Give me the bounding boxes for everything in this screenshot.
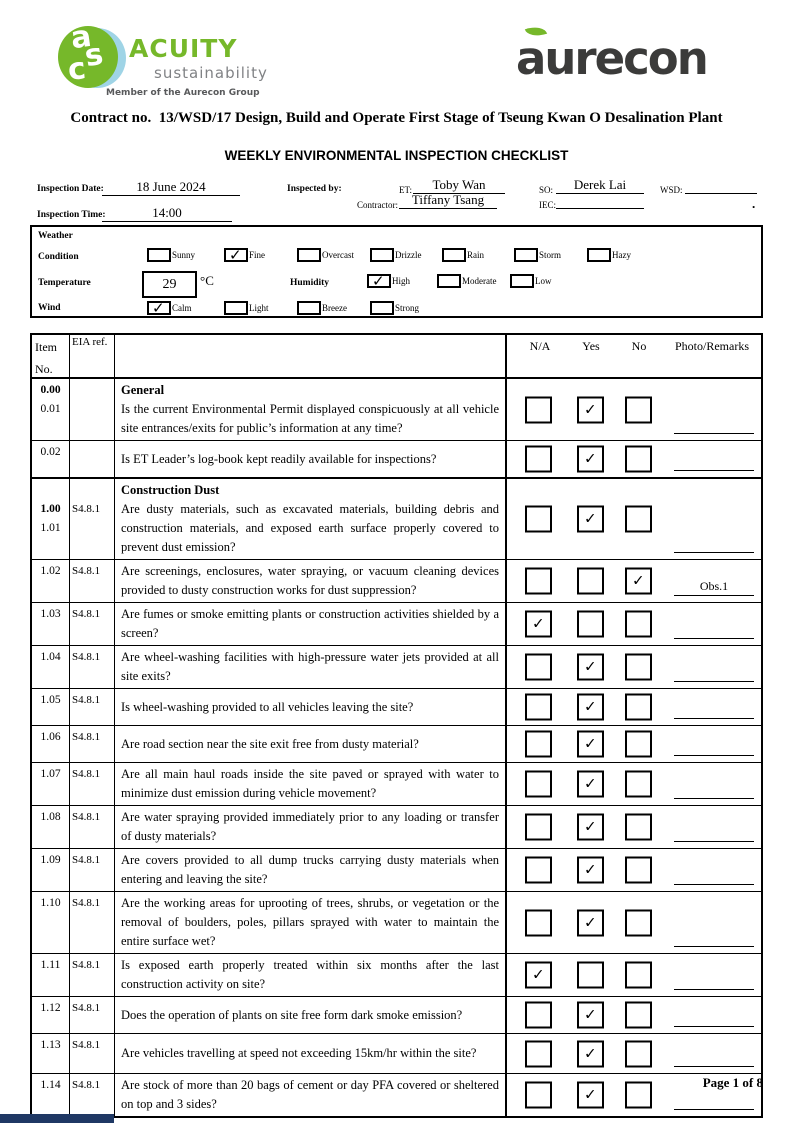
inspection-time-value: 14:00 [152, 205, 182, 220]
question-cell [115, 954, 507, 996]
question-cell [115, 646, 507, 688]
et-value: Toby Wan [432, 177, 486, 192]
answer-cell [507, 763, 761, 805]
na-checkbox[interactable] [525, 568, 552, 595]
item-no: 1.11 [32, 954, 70, 996]
inspected-by-label: Inspected by: [287, 184, 342, 194]
na-checkbox[interactable] [525, 771, 552, 798]
condition-option-drizzle [370, 248, 421, 262]
question-text: Are stock of more than 20 bags of cement or day PFA covered or sheltered on top and 3 sides? [121, 1078, 499, 1111]
option-label: Calm [172, 303, 192, 313]
question-cell [115, 1034, 507, 1073]
acuity-logo [58, 18, 308, 104]
acuity-logo-name: ACUITY [129, 34, 238, 63]
eia-ref: S4.8.1 [70, 849, 115, 891]
checkmark-icon: ✓ [584, 697, 597, 716]
condition-option-storm [514, 248, 561, 262]
sunny-checkbox[interactable] [147, 248, 171, 262]
yes-checkbox[interactable] [577, 771, 604, 798]
question-text: Are screenings, enclosures, water spraying, or vacuum cleaning devices provided to dusty construction works for dust suppression? [121, 564, 499, 597]
low-checkbox[interactable] [510, 274, 534, 288]
question-cell [115, 479, 507, 559]
yes-checkbox[interactable] [577, 857, 604, 884]
no-checkbox[interactable] [625, 611, 652, 638]
item-no: 1.10 [32, 892, 70, 953]
eia-ref: S4.8.1 [70, 646, 115, 688]
eia-ref: S4.8.1 [70, 479, 115, 559]
no-checkbox[interactable] [625, 568, 652, 595]
contractor-value: Tiffany Tsang [411, 192, 485, 207]
answer-cell [507, 892, 761, 953]
question-text: Are wheel-washing facilities with high-pressure water jets provided at all site exits? [121, 650, 499, 683]
yes-header: Yes [582, 339, 600, 353]
eia-ref: S4.8.1 [70, 892, 115, 953]
et-label: ET: [399, 185, 413, 195]
option-label: Breeze [322, 303, 347, 313]
section-title: Construction Dust [121, 483, 220, 497]
acuity-monogram-icon: a s c [66, 18, 106, 88]
eia-ref: S4.8.1 [70, 763, 115, 805]
section-title: General [121, 383, 165, 397]
item-no: 1.04 [32, 646, 70, 688]
question-cell [115, 997, 507, 1033]
answer-cell [507, 603, 761, 645]
wind-option-calm [147, 301, 192, 315]
hazy-checkbox[interactable] [587, 248, 611, 262]
eia-ref: S4.8.1 [70, 1074, 115, 1116]
checklist-row-1.08 [32, 805, 761, 848]
yes-checkbox[interactable] [577, 568, 604, 595]
temperature-label: Temperature [38, 278, 91, 288]
na-checkbox[interactable] [525, 654, 552, 681]
inspection-date-value: 18 June 2024 [136, 179, 206, 194]
na-checkbox[interactable] [525, 857, 552, 884]
no-checkbox[interactable] [625, 506, 652, 533]
yes-checkbox[interactable] [577, 506, 604, 533]
checklist-row-1.10 [32, 891, 761, 953]
condition-option-hazy [587, 248, 631, 262]
na-checkbox[interactable] [525, 909, 552, 936]
checklist-row-0.01 [32, 379, 761, 440]
remarks-field[interactable] [674, 665, 754, 682]
checklist-row-1.12 [32, 996, 761, 1033]
checkmark-icon: ✓ [372, 272, 385, 290]
checkmark-icon: ✓ [229, 246, 242, 264]
na-checkbox[interactable] [525, 814, 552, 841]
item-no: 1.06 [32, 726, 70, 762]
yes-checkbox[interactable] [577, 1082, 604, 1109]
bottom-navy-bar [0, 1114, 114, 1123]
eia-ref: S4.8.1 [70, 726, 115, 762]
option-label: Rain [467, 250, 484, 260]
question-cell [115, 849, 507, 891]
remarks-field[interactable] [674, 417, 754, 434]
iec-field[interactable] [556, 189, 644, 209]
option-label: Storm [539, 250, 562, 260]
humidity-label: Humidity [290, 278, 330, 288]
option-label: Low [535, 276, 552, 286]
na-checkbox[interactable] [525, 396, 552, 423]
stray-period: . [752, 196, 756, 211]
question-text: Are vehicles travelling at speed not exceeding 15km/hr within the site? [121, 1046, 477, 1060]
checkmark-icon: ✓ [152, 299, 165, 317]
temperature-unit: °C [200, 273, 214, 288]
checklist-table [30, 333, 763, 1118]
checklist-body [32, 379, 761, 1116]
no-checkbox[interactable] [625, 1002, 652, 1029]
contractor-label: Contractor: [357, 200, 398, 210]
wsd-label: WSD: [660, 185, 683, 195]
checklist-row-1.04 [32, 645, 761, 688]
answer-cell [507, 1034, 761, 1073]
eia-ref-header: EIA ref. [70, 335, 115, 377]
option-label: Drizzle [395, 250, 422, 260]
remarks-field[interactable] [674, 973, 754, 990]
yes-checkbox[interactable] [577, 1040, 604, 1067]
weather-title: Weather [38, 231, 73, 241]
question-header [115, 335, 507, 377]
question-text: Are all main haul roads inside the site paved or sprayed with water to minimize dust emission during vehicle movement? [121, 767, 499, 800]
aurecon-logo-name: aurecon [516, 32, 707, 85]
no-checkbox[interactable] [625, 962, 652, 989]
wind-label: Wind [38, 303, 61, 313]
remarks-field[interactable] [674, 739, 754, 756]
high-checkbox[interactable] [367, 274, 391, 288]
rain-checkbox[interactable] [442, 248, 466, 262]
checkmark-icon: ✓ [584, 734, 597, 753]
na-checkbox[interactable] [525, 731, 552, 758]
contract-title: Contract no. 13/WSD/17 Design, Build and Operate First Stage of Tseung Kwan O Desalination Plant [70, 110, 723, 126]
remarks-field[interactable] [674, 1093, 754, 1110]
answer-cell [507, 849, 761, 891]
no-checkbox[interactable] [625, 1082, 652, 1109]
option-label: Light [249, 303, 269, 313]
remarks-field[interactable]: Obs.1 [674, 579, 754, 596]
checklist-row-1.11 [32, 953, 761, 996]
na-checkbox[interactable] [525, 1040, 552, 1067]
question-cell [115, 603, 507, 645]
question-text: Is wheel-washing provided to all vehicles leaving the site? [121, 699, 414, 714]
remarks-header: Photo/Remarks [675, 339, 749, 353]
question-text: Are covers provided to all dump trucks carrying dusty materials when entering and leaving the site? [121, 853, 499, 886]
yes-checkbox[interactable] [577, 1002, 604, 1029]
item-no: 1.03 [32, 603, 70, 645]
checkmark-icon: ✓ [584, 817, 597, 836]
eia-ref: S4.8.1 [70, 1034, 115, 1073]
question-text: Is ET Leader’s log-book kept readily available for inspections? [121, 451, 437, 466]
wind-option-strong [370, 301, 419, 315]
no-checkbox[interactable] [625, 694, 652, 721]
question-text: Does the operation of plants on site free form dark smoke emission? [121, 1007, 463, 1022]
question-cell [115, 763, 507, 805]
inspection-time-field[interactable] [102, 202, 232, 222]
no-header: No [631, 339, 647, 353]
remarks-field[interactable] [674, 930, 754, 947]
answer-cell [507, 806, 761, 848]
condition-option-rain [442, 248, 484, 262]
eia-ref: S4.8.1 [70, 603, 115, 645]
fine-checkbox[interactable] [224, 248, 248, 262]
checkmark-icon: ✓ [532, 614, 545, 633]
checkmark-icon: ✓ [584, 400, 597, 418]
no-checkbox[interactable] [625, 814, 652, 841]
answer-cell [507, 726, 761, 762]
eia-ref: S4.8.1 [70, 997, 115, 1033]
eia-ref: S4.8.1 [70, 689, 115, 725]
temperature-field[interactable] [142, 271, 197, 298]
weather-box [30, 225, 763, 318]
option-label: Moderate [462, 276, 497, 286]
inspection-date-field[interactable] [102, 176, 240, 196]
checkmark-icon: ✓ [584, 1085, 597, 1104]
no-checkbox[interactable] [625, 446, 652, 473]
breeze-checkbox[interactable] [297, 301, 321, 315]
option-label: Sunny [172, 250, 196, 260]
remarks-field[interactable] [674, 702, 754, 719]
no-checkbox[interactable] [625, 1040, 652, 1067]
question-text: Is exposed earth properly treated within six months after the last construction activity on site? [121, 958, 499, 991]
item-no: 0.02 [32, 441, 70, 477]
question-text: Are water spraying provided immediately prior to any loading or transfer of dusty materials? [121, 810, 499, 843]
remarks-field[interactable] [674, 868, 754, 885]
option-label: High [392, 276, 410, 286]
checklist-header-row [32, 335, 761, 379]
question-cell [115, 689, 507, 725]
condition-option-fine [224, 248, 265, 262]
wsd-field[interactable] [685, 174, 757, 194]
eia-ref [70, 379, 115, 440]
eia-ref: S4.8.1 [70, 560, 115, 602]
drizzle-checkbox[interactable] [370, 248, 394, 262]
checkmark-icon: ✓ [584, 1005, 597, 1024]
option-label: Hazy [612, 250, 631, 260]
remarks-field[interactable] [674, 454, 754, 471]
condition-option-sunny [147, 248, 195, 262]
item-no: 1.05 [32, 689, 70, 725]
answer-cell [507, 646, 761, 688]
so-label: SO: [539, 185, 554, 195]
na-checkbox[interactable] [525, 1002, 552, 1029]
temperature-value: 29 [162, 276, 177, 292]
no-checkbox[interactable] [625, 654, 652, 681]
no-checkbox[interactable] [625, 396, 652, 423]
question-cell [115, 726, 507, 762]
item-no: 1.00 1.01 [32, 479, 70, 559]
na-checkbox[interactable] [525, 1082, 552, 1109]
question-cell [115, 441, 507, 477]
calm-checkbox[interactable] [147, 301, 171, 315]
na-checkbox[interactable] [525, 694, 552, 721]
checklist-row-1.01 [32, 477, 761, 559]
na-header: N/A [529, 339, 551, 353]
question-cell [115, 806, 507, 848]
question-text: Are fumes or smoke emitting plants or construction activities shielded by a screen? [121, 607, 499, 640]
iec-label: IEC: [539, 200, 556, 210]
inspection-time-label: Inspection Time: [37, 210, 106, 220]
acuity-member-text: Member of the Aurecon Group [106, 88, 260, 98]
na-checkbox[interactable] [525, 962, 552, 989]
wind-option-breeze [297, 301, 347, 315]
checkmark-icon: ✓ [584, 509, 597, 528]
question-cell [115, 379, 507, 440]
checklist-row-1.06 [32, 725, 761, 762]
yes-checkbox[interactable] [577, 446, 604, 473]
yes-checkbox[interactable] [577, 814, 604, 841]
no-checkbox[interactable] [625, 771, 652, 798]
answer-cell [507, 479, 761, 559]
question-text: Are dusty materials, such as excavated materials, building debris and construction materials, and exposed earth surface properly covered to prevent dust emission? [121, 502, 499, 554]
checklist-row-1.09 [32, 848, 761, 891]
answers-header [507, 335, 761, 377]
wind-option-light [224, 301, 269, 315]
item-no-header: Item No. [32, 335, 70, 377]
na-checkbox[interactable] [525, 506, 552, 533]
answer-cell [507, 997, 761, 1033]
checklist-row-1.02 [32, 559, 761, 602]
checkmark-icon: ✓ [584, 449, 597, 468]
answer-cell [507, 560, 761, 602]
humidity-option-high [367, 274, 410, 288]
checkmark-icon: ✓ [584, 860, 597, 879]
item-no: 1.08 [32, 806, 70, 848]
checklist-title: WEEKLY ENVIRONMENTAL INSPECTION CHECKLIST [224, 148, 569, 163]
remarks-field[interactable] [674, 825, 754, 842]
item-no: 1.13 [32, 1034, 70, 1073]
no-checkbox[interactable] [625, 731, 652, 758]
humidity-option-low [510, 274, 552, 288]
yes-checkbox[interactable] [577, 909, 604, 936]
option-label: Fine [249, 250, 266, 260]
page-number: Page 1 of 8 [702, 1075, 763, 1090]
item-no: 1.07 [32, 763, 70, 805]
na-checkbox[interactable] [525, 611, 552, 638]
checklist-row-1.14 [32, 1073, 761, 1116]
item-no: 1.02 [32, 560, 70, 602]
storm-checkbox[interactable] [514, 248, 538, 262]
checkmark-icon: ✓ [584, 913, 597, 931]
remarks-field[interactable] [674, 1010, 754, 1027]
so-value: Derek Lai [573, 177, 627, 192]
remarks-field[interactable] [674, 1050, 754, 1067]
option-label: Strong [395, 303, 420, 313]
question-text: Is the current Environmental Permit displayed conspicuously at all vehicle site entrances/exits for public’s information at any time? [121, 402, 499, 435]
no-checkbox[interactable] [625, 857, 652, 884]
checklist-row-1.13 [32, 1033, 761, 1073]
remarks-field[interactable] [674, 622, 754, 639]
checklist-row-1.05 [32, 688, 761, 725]
remarks-field[interactable] [674, 782, 754, 799]
humidity-option-moderate [437, 274, 496, 288]
condition-option-overcast [297, 248, 354, 262]
option-label: Overcast [322, 250, 354, 260]
aurecon-logo [516, 28, 766, 88]
answer-cell [507, 689, 761, 725]
item-no: 1.14 [32, 1074, 70, 1116]
condition-label: Condition [38, 252, 79, 262]
na-checkbox[interactable] [525, 446, 552, 473]
question-text: Are the working areas for uprooting of trees, shrubs, or vegetation or the removal of boulders, poles, pillars sprayed with water to maintain the entire surface wet? [121, 896, 499, 948]
answer-cell [507, 379, 761, 440]
item-no: 1.09 [32, 849, 70, 891]
answer-cell [507, 441, 761, 477]
eia-ref: S4.8.1 [70, 954, 115, 996]
acuity-logo-tagline: sustainability [154, 64, 268, 82]
checkmark-icon: ✓ [532, 965, 545, 984]
item-no: 0.00 0.01 [32, 379, 70, 440]
eia-ref [70, 441, 115, 477]
checkmark-icon: ✓ [584, 1044, 597, 1062]
yes-checkbox[interactable] [577, 731, 604, 758]
yes-checkbox[interactable] [577, 611, 604, 638]
question-cell [115, 560, 507, 602]
checkmark-icon: ✓ [584, 774, 597, 793]
answer-cell [507, 954, 761, 996]
no-checkbox[interactable] [625, 909, 652, 936]
question-cell [115, 892, 507, 953]
inspection-date-label: Inspection Date: [37, 184, 104, 194]
yes-checkbox[interactable] [577, 962, 604, 989]
yes-checkbox[interactable] [577, 654, 604, 681]
checklist-row-0.02 [32, 440, 761, 477]
strong-checkbox[interactable] [370, 301, 394, 315]
yes-checkbox[interactable] [577, 694, 604, 721]
overcast-checkbox[interactable] [297, 248, 321, 262]
yes-checkbox[interactable] [577, 396, 604, 423]
eia-ref: S4.8.1 [70, 806, 115, 848]
checklist-row-1.07 [32, 762, 761, 805]
contractor-field[interactable] [399, 189, 497, 209]
light-checkbox[interactable] [224, 301, 248, 315]
checklist-row-1.03 [32, 602, 761, 645]
checkmark-icon: ✓ [584, 657, 597, 676]
question-text: Are road section near the site exit free from dusty material? [121, 736, 419, 751]
remarks-field[interactable] [674, 536, 754, 553]
item-no: 1.12 [32, 997, 70, 1033]
moderate-checkbox[interactable] [437, 274, 461, 288]
checkmark-icon: ✓ [632, 571, 645, 590]
question-cell [115, 1074, 507, 1116]
